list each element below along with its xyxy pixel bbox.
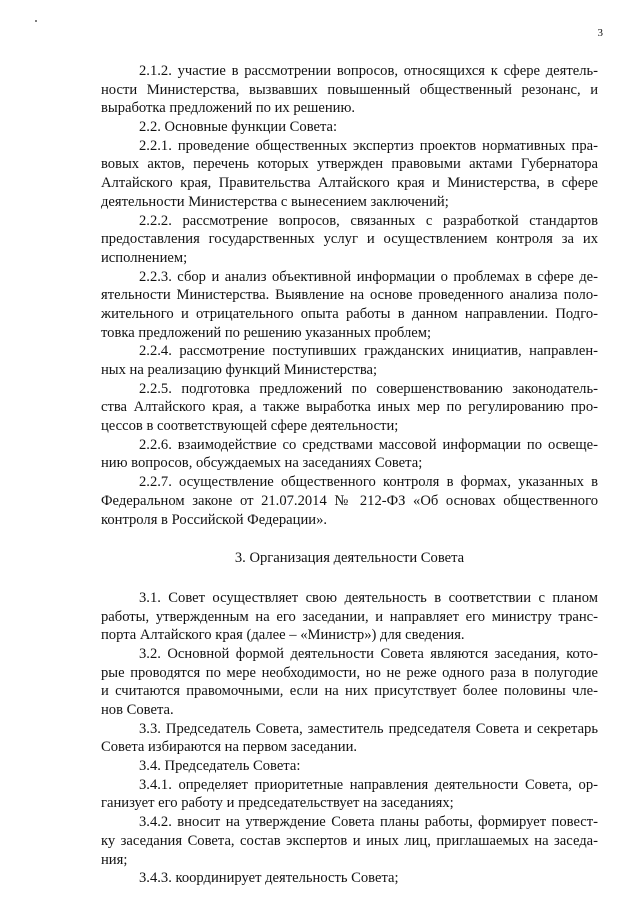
text-line: 2.2.1. проведение общественных экспертиз проектов нормативных пра-	[139, 137, 598, 154]
text-line: жительного и отрицательного опыта работы в данном направлении. Подго-	[101, 305, 598, 322]
scan-speck	[35, 20, 37, 22]
text-line: 2.2.6. взаимодействие со средствами массовой информации по освеще-	[139, 436, 598, 453]
text-line: 2.2. Основные функции Совета:	[139, 119, 338, 136]
text-line: 3.3. Председатель Совета, заместитель председателя Совета и секретарь	[139, 720, 598, 737]
text-line: 3.2. Основной формой деятельности Совета являются заседания, кото-	[139, 645, 598, 662]
text-line: контроля в Российской Федерации».	[101, 511, 328, 528]
text-line: рые проводятся по мере необходимости, но не реже одного раза в полугодие	[101, 664, 598, 681]
text-line: ности Министерства, вызвавших повышенный общественный резонанс, и	[101, 81, 598, 98]
page-number: 3	[597, 27, 603, 39]
text-line: товка предложений по решению указанных проблем;	[101, 324, 432, 341]
text-line: 2.1.2. участие в рассмотрении вопросов, относящихся к сфере деятель-	[139, 63, 598, 79]
text-line: 3.4.1. определяет приоритетные направления деятельности Совета, ор-	[139, 776, 598, 793]
text-line: Совета избираются на первом заседании.	[101, 739, 358, 756]
text-line: и считаются правомочными, если на них присутствует более половины чле-	[101, 683, 598, 700]
text-line: ку заседания Совета, состав экспертов и иных лиц, приглашаемых на заседа-	[101, 832, 598, 849]
text-line: 2.2.7. осуществление общественного контроля в формах, указанных в	[139, 474, 598, 491]
text-line: Алтайского края, Правительства Алтайского края и Министерства, в сфере	[101, 175, 598, 192]
text-line: ства Алтайского края, а также выработка иных мер по регулированию про-	[101, 399, 598, 416]
section-heading: 3. Организация деятельности Совета	[234, 550, 465, 567]
text-line: Федеральном законе от 21.07.2014 № 212-ФЗ «Об основах общественного	[101, 492, 598, 509]
text-line: цессов в соответствующей сфере деятельности;	[101, 418, 399, 435]
text-line: 2.2.3. сбор и анализ объективной информации о проблемах в сфере де-	[139, 268, 598, 285]
text-line: нию вопросов, обсуждаемых на заседаниях Совета;	[101, 455, 423, 472]
text-line: 3.4.2. вносит на утверждение Совета планы работы, формирует повест-	[139, 814, 598, 831]
text-line: ганизует его работу и председательствует на заседаниях;	[101, 795, 454, 812]
text-line: предоставления государственных услуг и осуществлением контроля за их	[101, 231, 598, 248]
text-line: выработка предложений по их решению.	[101, 100, 356, 117]
text-line: порта Алтайского края (далее – «Министр») для сведения.	[101, 627, 465, 644]
text-line: вовых актов, перечень которых утвержден правовыми актами Губернатора	[101, 156, 598, 173]
text-line: работы, утвержденным на его заседании, и направляет его министру транс-	[101, 608, 598, 625]
text-line: ния;	[101, 851, 128, 868]
document-body	[101, 62, 598, 888]
text-line: ятельности Министерства. Выявление на основе проведенного анализа поло-	[101, 287, 598, 304]
text-line: 2.2.4. рассмотрение поступивших гражданских инициатив, направлен-	[139, 343, 598, 360]
text-line: 2.2.5. подготовка предложений по совершенствованию законодатель-	[139, 380, 598, 397]
text-line: 2.2.2. рассмотрение вопросов, связанных с разработкой стандартов	[139, 212, 598, 229]
text-line: 3.4.3. координирует деятельность Совета;	[139, 870, 399, 887]
text-line: 3.1. Совет осуществляет свою деятельность в соответствии с планом	[139, 589, 598, 606]
text-line: 3.4. Председатель Совета:	[139, 758, 301, 775]
text-line: нов Совета.	[101, 702, 174, 718]
text-line: ных на реализацию функций Министерства;	[101, 362, 378, 378]
text-line: исполнением;	[101, 249, 188, 266]
text-line: деятельности Министерства с вынесением заключений;	[101, 193, 449, 210]
